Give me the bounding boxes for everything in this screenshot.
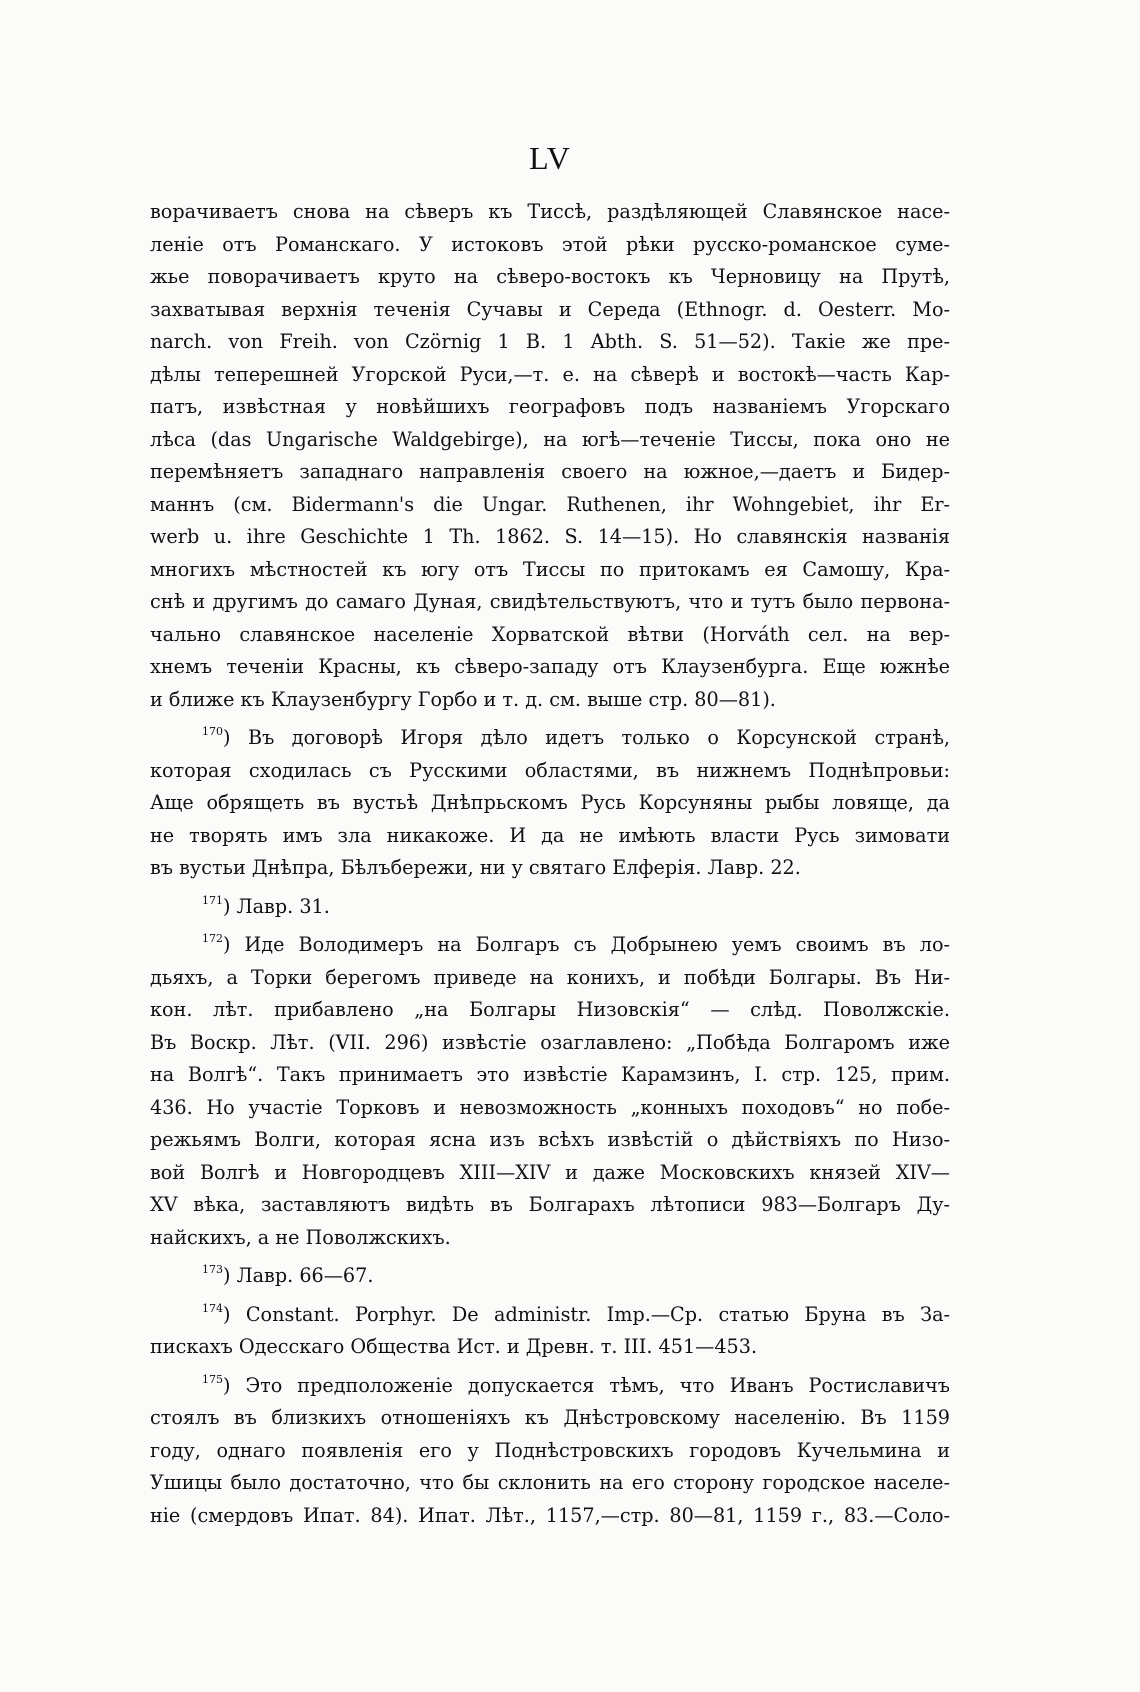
text-line: ) Иде Володимеръ на Болгаръ съ Добрынею уемъ своимъ въ ло- (223, 933, 950, 956)
text-line: дьяхъ, а Торки берегомъ приведе на конихъ, и побѣди Болгары. Въ Ни- (150, 965, 950, 989)
text-line: Въ Воскр. Лѣт. (VII. 296) извѣстіе озаглавлено: „Побѣда Болгаромъ иже (150, 1030, 950, 1054)
note-174 (150, 1299, 950, 1364)
note-number: 174 (202, 1301, 223, 1315)
text-line: дѣлы теперешней Угорской Руси,—т. е. на сѣверѣ и востокѣ—часть Кар- (150, 362, 950, 386)
text-line: снѣ и другимъ до самаго Дуная, свидѣтельствуютъ, что и тутъ было первона- (150, 590, 950, 613)
text-line: Аще обрящеть въ вустьѣ Днѣпрьскомъ Русь Корсуняны рыбы ловяще, да (150, 791, 950, 814)
text-line: найскихъ, а не Поволжскихъ. (150, 1225, 451, 1249)
note-number: 170 (202, 725, 223, 738)
text-line: ворачиваетъ снова на сѣверъ къ Тиссѣ, раздѣляющей Славянское насе- (150, 200, 950, 223)
text-line: кон. лѣт. прибавлено „на Болгары Низовскія“ — слѣд. Поволжскіе. (150, 998, 950, 1021)
text-line: ) Constant. Porphyr. De administr. Imp.—Ср. статью Бруна въ За- (223, 1302, 950, 1326)
note-number: 172 (202, 932, 223, 945)
note-170 (150, 722, 950, 885)
text-line: маннъ (см. Bidermann's die Ungar. Ruthenen, ihr Wohngebiet, ihr Er- (150, 492, 950, 516)
text-line: werb u. ihre Geschichte 1 Th. 1862. S. 14—15). Но славянскія названія (150, 525, 950, 548)
text-line: хнемъ теченіи Красны, къ сѣверо-западу отъ Клаузенбурга. Еще южнѣе (150, 655, 950, 678)
text-line: XV вѣка, заставляютъ видѣть въ Болгарахъ лѣтописи 983—Болгаръ Ду- (150, 1193, 950, 1216)
text-line: многихъ мѣстностей къ югу отъ Тиссы по притокамъ ея Самошу, Кра- (150, 557, 950, 581)
note-171 (150, 891, 950, 924)
note-number: 173 (202, 1263, 223, 1276)
text-line: ніе (смердовъ Ипат. 84). Ипат. Лѣт., 1157,—стр. 80—81, 1159 г., 83.—Соло- (150, 1503, 950, 1527)
note-number: 175 (202, 1372, 223, 1386)
text-line: ) Лавр. 31. (223, 894, 330, 918)
text-line: Ушицы было достаточно, что бы склонить на его сторону городское населе- (150, 1471, 950, 1494)
text-line: жье поворачиваетъ круто на сѣверо-востокъ къ Черновицу на Прутѣ, (150, 265, 950, 288)
text-line: на Волгѣ“. Такъ принимаетъ это извѣстіе Карамзинъ, I. стр. 125, прим. (150, 1063, 950, 1086)
text-line: захватывая верхнія теченія Сучавы и Середа (Ethnogr. d. Oesterr. Mo- (150, 297, 950, 321)
continuation-paragraph (150, 196, 950, 716)
text-line: ) Лавр. 66—67. (223, 1264, 374, 1287)
text-line: году, однаго появленія его у Поднѣстровскихъ городовъ Кучельмина и (150, 1438, 950, 1462)
text-line: патъ, извѣстная у новѣйшихъ географовъ подъ названіемъ Угорскаго (150, 395, 950, 418)
text-line: чально славянское населеніе Хорватской вѣтви (Horváth сел. на вер- (150, 622, 950, 646)
text-line: ) Это предположеніе допускается тѣмъ, что Иванъ Ростиславичъ (223, 1373, 950, 1397)
note-173 (150, 1260, 950, 1293)
note-172 (150, 929, 950, 1254)
text-line: 436. Но участіе Торковъ и невозможность „конныхъ походовъ“ но побе- (150, 1095, 950, 1119)
text-line: режьямъ Волги, которая ясна изъ всѣхъ извѣстій о дѣйствіяхъ по Низо- (150, 1128, 950, 1151)
text-line: въ вустьи Днѣпра, Бѣлъбережи, ни у святаго Елферія. Лавр. 22. (150, 856, 801, 879)
text-line: стоялъ въ близкихъ отношеніяхъ къ Днѣстровскому населенію. Въ 1159 (150, 1406, 950, 1429)
text-line: лѣса (das Ungarische Waldgebirge), на югѣ—теченіе Тиссы, пока оно не (150, 427, 950, 451)
text-line: ) Въ договорѣ Игоря дѣло идетъ только о Корсунской странѣ, (223, 726, 950, 749)
text-line: которая сходилась съ Русскими областями, въ нижнемъ Поднѣпровьи: (150, 758, 950, 782)
note-number: 171 (202, 893, 223, 907)
note-175 (150, 1370, 950, 1533)
page-number: LV (529, 140, 571, 176)
body-text (150, 196, 950, 1532)
text-line: narch. von Freih. von Czörnig 1 B. 1 Abth. S. 51—52). Такіе же пре- (150, 330, 950, 353)
text-line: леніе отъ Романскаго. У истоковъ этой рѣки русско-романское суме- (150, 232, 950, 256)
text-line: не творять имъ зла никакоже. И да не имѣють власти Русь зимовати (150, 823, 950, 847)
text-line: перемѣняетъ западнаго направленія своего на южное,—даетъ и Бидер- (150, 460, 950, 483)
text-line: пискахъ Одесскаго Общества Ист. и Древн. т. III. 451—453. (150, 1335, 758, 1358)
text-line: и ближе къ Клаузенбургу Горбо и т. д. см. выше стр. 80—81). (150, 687, 776, 711)
text-line: вой Волгѣ и Новгородцевъ XIII—XIV и даже Московскихъ князей XIV— (150, 1160, 950, 1184)
